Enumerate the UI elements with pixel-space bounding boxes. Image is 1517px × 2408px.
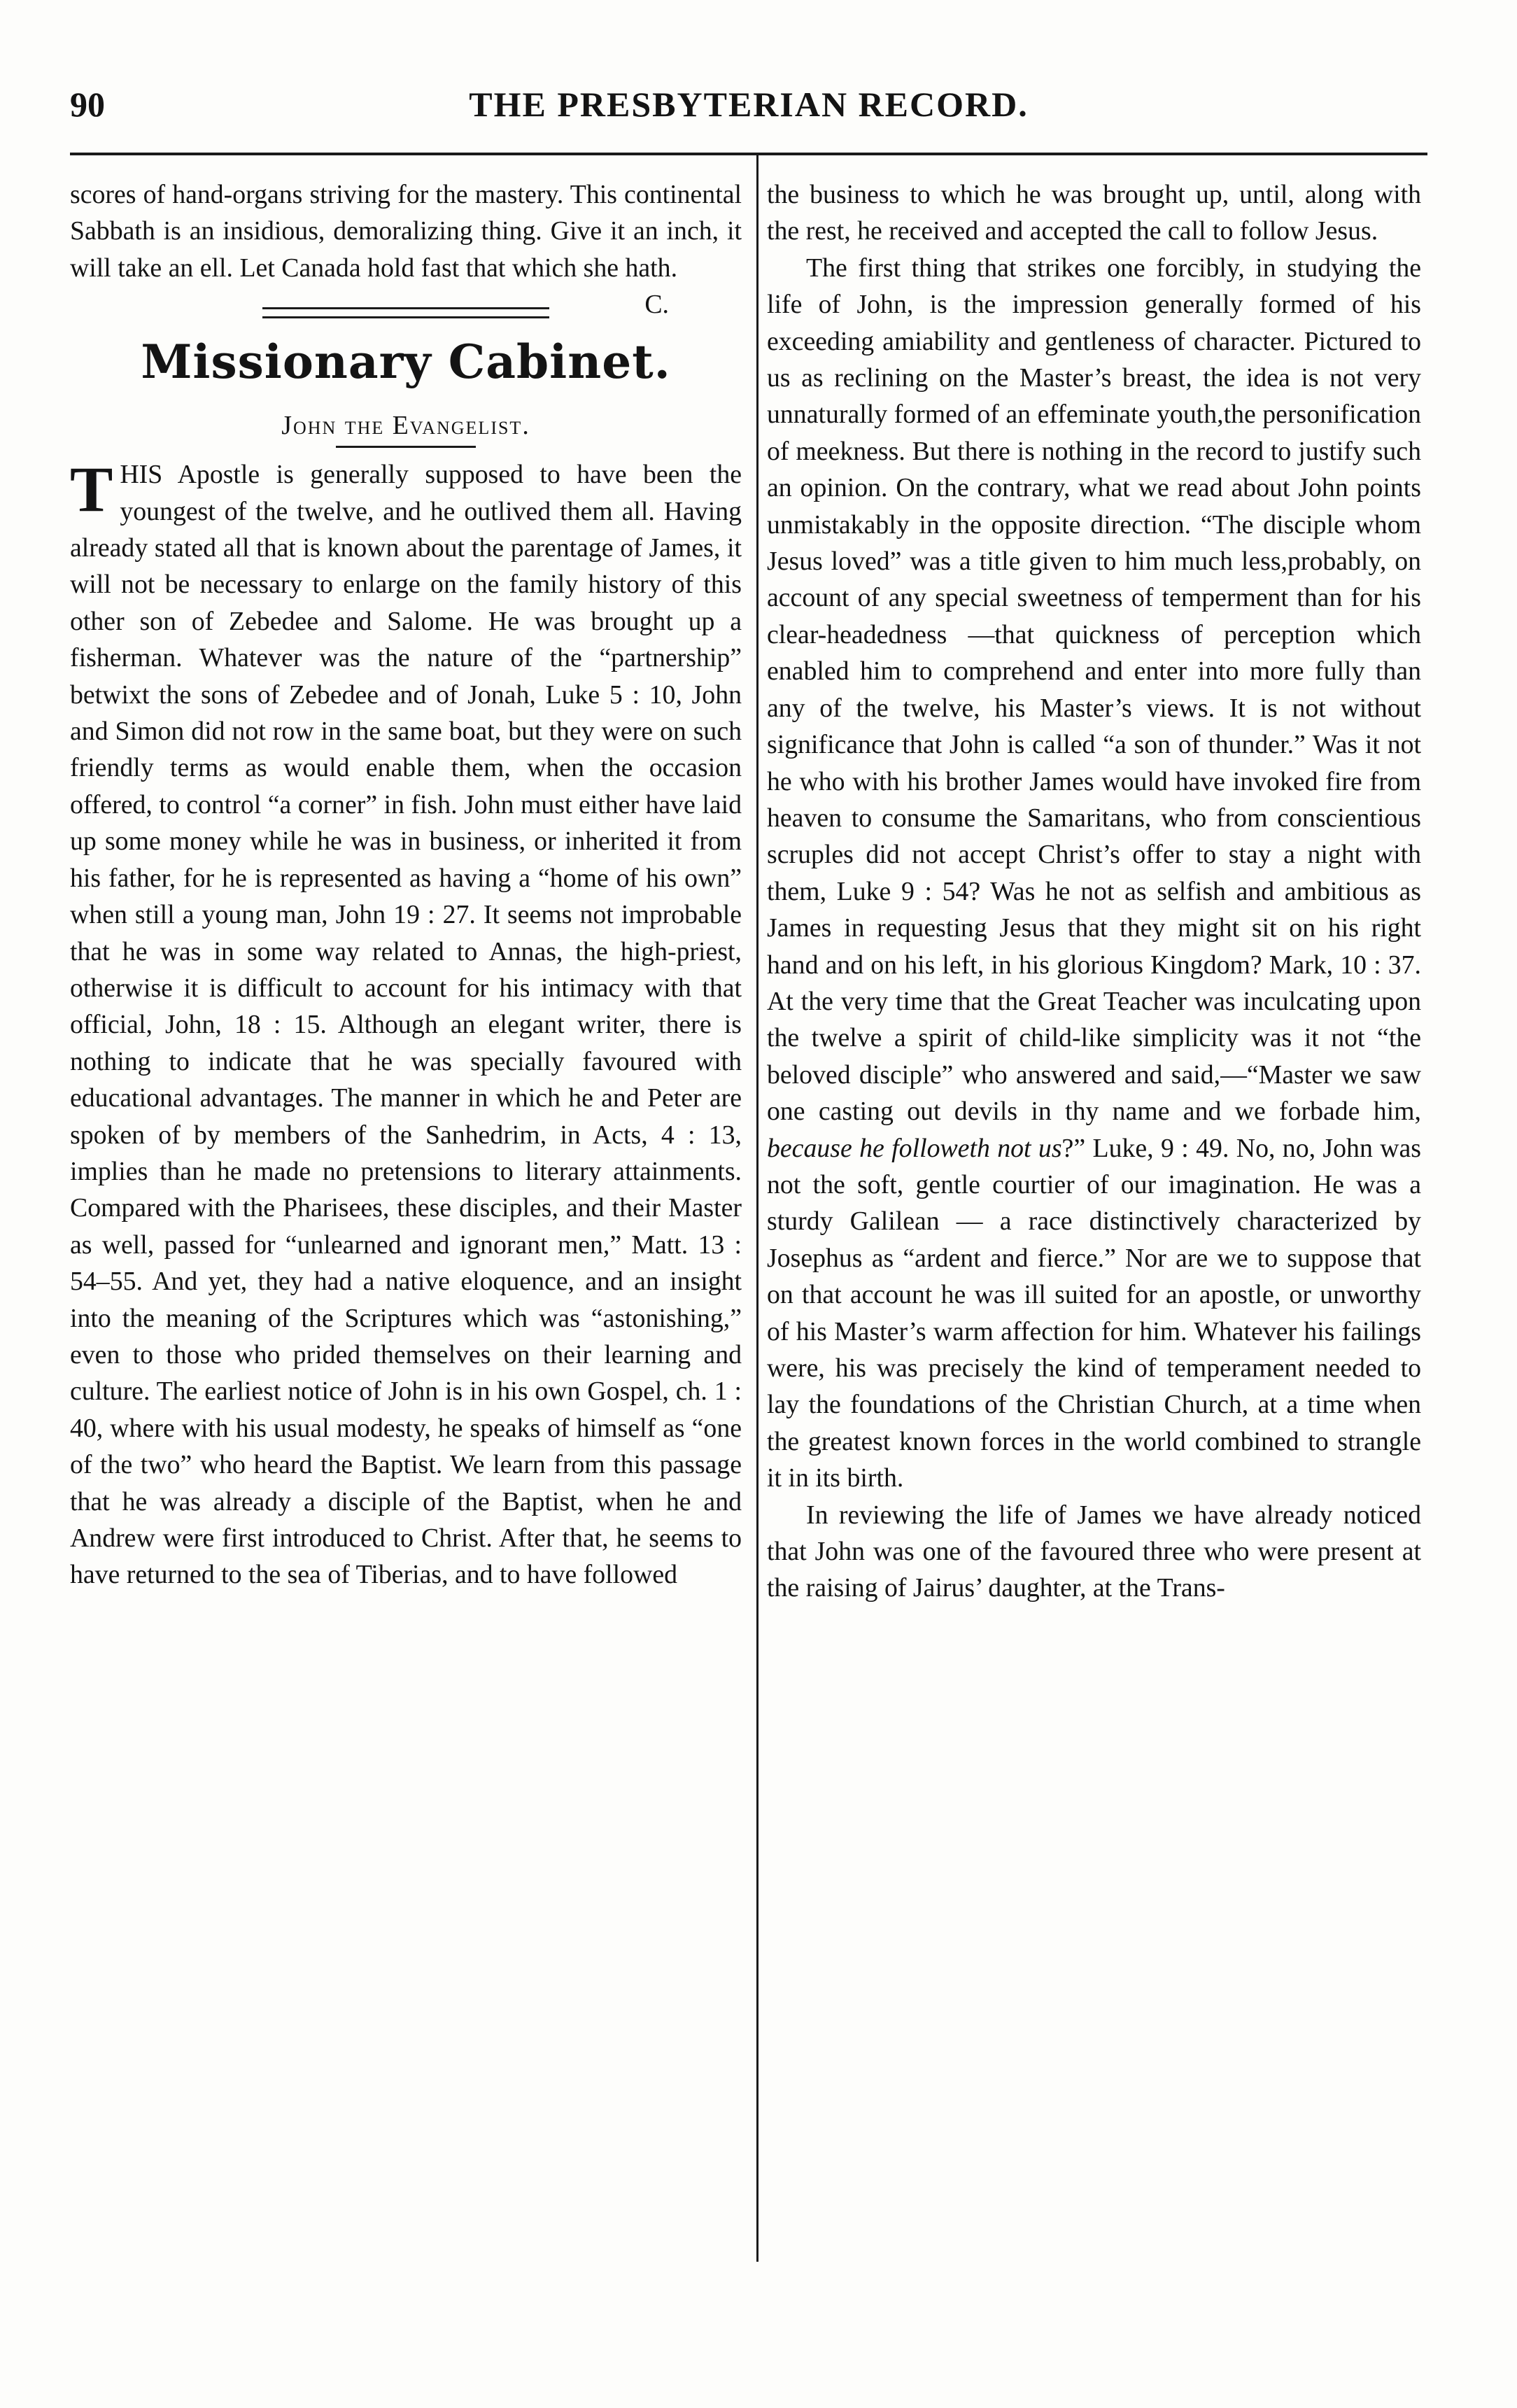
previous-article-text: scores of hand-organs striving for the mastery. This continental Sabbath is an insidious, demoralizing thing. Give it an inch, it will take an ell. Let Canada hold fast that which she hath. (70, 180, 742, 283)
page-header (70, 84, 1427, 133)
column-rule (756, 155, 758, 2262)
article-paragraph-text: The first thing that strikes one forcibly, in studying the life of John, is the impression generally formed of his exceeding amiability and gentleness of character. Pictured to us as reclining on the Master’s breast, the idea is not very unnaturally formed of an effeminate youth,the personification of meekness. But there is nothing in the record to justify such an opinion. On the contrary, what we read about John points unmistakably in the opposite direction. “The disciple whom Jesus loved” was a title given to him much less,probably, on account of any special sweetness of temperment than for his clear-headedness —that quickness of perception which enabled him to comprehend and enter into more fully than any of the twelve, his Master’s views. It is not without significance that John is called “a son of thunder.” Was it not he who with his brother James would have invoked fire from heaven to consume the Samaritans, who from conscientious scruples did not accept Christ’s offer to stay a night with them, Luke 9 : 54? Was he not as selfish and ambitious as James in requesting Jesus that they might sit on his right hand and on his left, in his glorious Kingdom? Mark, 10 : 37. At the very time that the Great Teacher was inculcating upon the twelve a spirit of child-like simplicity was it not “the beloved disciple” who answered and said,—“Master we saw one casting out devils in thy name and we forbade him, (767, 253, 1421, 1127)
author-signature: C. (644, 290, 669, 320)
article-paragraph: In reviewing the life of James we have already noticed that John was one of the favoured three who were present at the raising of Jairus’ daughter, at the Trans- (767, 1500, 1421, 1603)
article-paragraph (70, 453, 742, 1593)
article-title: John the Evangelist. (281, 411, 530, 441)
section-divider (262, 307, 549, 318)
title-rule (336, 446, 476, 448)
running-head: THE PRESBYTERIAN RECORD. (469, 85, 1029, 124)
right-column (767, 176, 1421, 1607)
drop-cap: T (70, 453, 113, 526)
article-paragraph-text: HIS Apostle is generally supposed to have been the youngest of the twelve, and he outlived them all. Having already stated all that is known about the parentage of James, it will not be necessary to enlarge on the family history of this other son of Zebedee and Salome. He was brought up a fisherman. Whatever was the nature of the “partnership” betwixt the sons of Zebedee and of Jonah, Luke 5 : 10, John and Simon did not row in the same boat, but they were on such friendly terms as would enable them, when the occasion offered, to control “a corner” in fish. John must either have laid up some money while he was in business, or inherited it from his father, for he is represented as having a “home of his own” when still a young man, John 19 : 27. It seems not improbable that he was in some way related to Annas, the high-priest, otherwise it is difficult to account for his intimacy with that official, John, 18 : 15. Although an elegant writer, there is nothing to indicate that he was specially favoured with educational advantages. The manner in which he and Peter are spoken of by members of the Sanhedrim, in Acts, 4 : 13, implies than he made no pretensions to literary attainments. Compared with the Pharisees, these disciples, and their Master as well, passed for “unlearned and ignorant men,” Matt. 13 : 54–55. And yet, they had a native eloquence, and an insight into the meaning of the Scriptures which was “astonishing,” even to those who prided themselves on their learning and culture. The earliest notice of John is in his own Gospel, ch. 1 : 40, where with his usual modesty, he speaks of himself as “one of the two” who heard the Baptist. We learn from this passage that he was already a disciple of the Baptist, when he and Andrew were first introduced to Christ. After that, he seems to have returned to the sea of Tiberias, and to have followed (70, 460, 742, 1590)
page-number: 90 (70, 85, 105, 124)
previous-article-ending (70, 176, 742, 320)
article-paragraph-text: ?” Luke, 9 : 49. No, no, John was not the soft, gentle courtier of our imagination. He was a sturdy Galilean — a race distinctively characterized by Josephus as “ardent and fierce.” Nor are we to suppose that on that account he was ill suited for an apostle, or unworthy of his Master’s warm affection for him. Whatever his failings were, his was precisely the kind of temperament needed to lay the foundations of the Christian Church, at a time when the greatest known forces in the world combined to strangle it in its birth. (767, 1133, 1422, 1493)
article-paragraph (767, 250, 1421, 1497)
section-title: Missionary Cabinet. (141, 335, 671, 390)
italic-quotation: because he followeth not us (767, 1133, 1062, 1163)
article-paragraph: the business to which he was brought up, until, along with the rest, he received and accepted the call to follow Jesus. (767, 180, 1421, 246)
header-rule (70, 153, 1427, 155)
left-column (70, 176, 742, 1593)
